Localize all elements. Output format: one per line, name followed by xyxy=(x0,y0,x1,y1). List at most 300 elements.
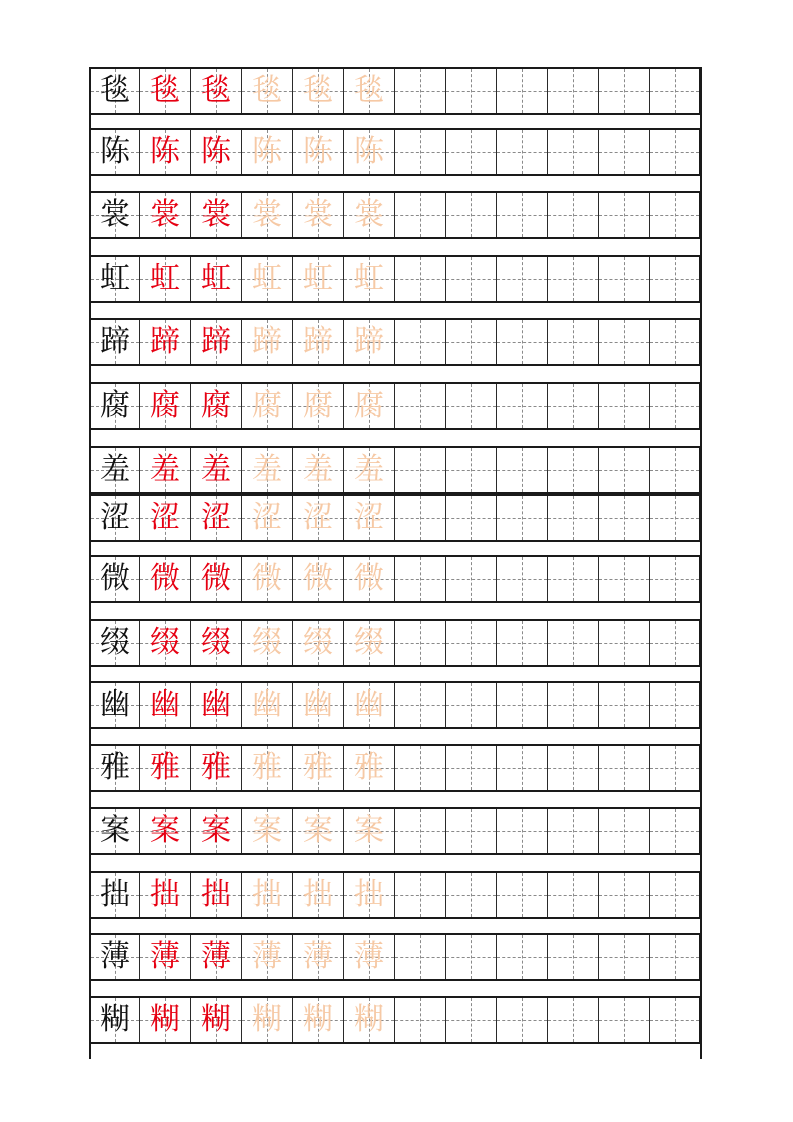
practice-cell xyxy=(446,873,497,917)
practice-cell xyxy=(191,193,242,237)
model-character: 虹 xyxy=(100,261,130,296)
guide-line-vertical xyxy=(471,873,472,917)
practice-cell xyxy=(140,998,191,1042)
guide-line-vertical xyxy=(471,621,472,665)
practice-cell xyxy=(650,998,701,1042)
practice-cell xyxy=(344,69,395,113)
practice-cell xyxy=(191,496,242,540)
trace-character-dark: 裳 xyxy=(201,197,231,232)
practice-cell xyxy=(599,998,650,1042)
trace-character-dark: 拙 xyxy=(201,877,231,912)
practice-cell xyxy=(650,809,701,853)
practice-cell xyxy=(140,69,191,113)
practice-cell xyxy=(140,621,191,665)
practice-cell xyxy=(497,193,548,237)
practice-cell xyxy=(650,557,701,601)
guide-line-vertical xyxy=(624,873,625,917)
practice-cell xyxy=(548,621,599,665)
practice-cell xyxy=(242,448,293,492)
practice-cell xyxy=(242,809,293,853)
practice-cell xyxy=(191,809,242,853)
practice-row xyxy=(89,555,702,603)
model-cell xyxy=(89,257,140,301)
practice-cell xyxy=(140,448,191,492)
trace-character-light: 裳 xyxy=(252,197,282,232)
practice-cell xyxy=(140,935,191,979)
trace-character-light: 糊 xyxy=(354,1002,384,1037)
practice-cell xyxy=(446,746,497,790)
practice-cell xyxy=(344,683,395,727)
trace-character-light: 雅 xyxy=(354,750,384,785)
guide-line-vertical xyxy=(624,935,625,979)
practice-row xyxy=(89,619,702,667)
trace-character-dark: 蹄 xyxy=(201,324,231,359)
guide-line-vertical xyxy=(420,621,421,665)
guide-line-vertical xyxy=(573,496,574,540)
model-character: 蹄 xyxy=(100,324,130,359)
guide-line-vertical xyxy=(675,257,676,301)
practice-cell xyxy=(344,935,395,979)
guide-line-vertical xyxy=(522,193,523,237)
trace-character-dark: 陈 xyxy=(150,134,180,169)
practice-cell xyxy=(599,130,650,174)
practice-cell xyxy=(497,448,548,492)
guide-line-vertical xyxy=(573,935,574,979)
trace-character-light: 毯 xyxy=(303,73,333,108)
model-cell xyxy=(89,621,140,665)
guide-line-vertical xyxy=(471,998,472,1042)
guide-line-vertical xyxy=(420,557,421,601)
guide-line-vertical xyxy=(624,384,625,428)
practice-cell xyxy=(293,809,344,853)
trace-character-light: 虹 xyxy=(303,261,333,296)
trace-character-light: 拙 xyxy=(252,877,282,912)
guide-line-vertical xyxy=(471,384,472,428)
guide-line-vertical xyxy=(573,998,574,1042)
practice-row xyxy=(89,446,702,494)
practice-cell xyxy=(293,448,344,492)
trace-character-dark: 幽 xyxy=(150,687,180,722)
practice-cell xyxy=(191,998,242,1042)
guide-line-vertical xyxy=(471,746,472,790)
trace-character-light: 糊 xyxy=(303,1002,333,1037)
practice-cell xyxy=(395,557,446,601)
practice-cell xyxy=(599,384,650,428)
trace-character-light: 糊 xyxy=(252,1002,282,1037)
trace-character-light: 雅 xyxy=(252,750,282,785)
practice-cell xyxy=(548,130,599,174)
practice-cell xyxy=(344,384,395,428)
guide-line-vertical xyxy=(624,621,625,665)
model-cell xyxy=(89,496,140,540)
model-character: 拙 xyxy=(100,877,130,912)
practice-cell xyxy=(548,320,599,364)
practice-cell xyxy=(344,621,395,665)
guide-line-vertical xyxy=(420,448,421,492)
practice-cell xyxy=(242,873,293,917)
practice-cell xyxy=(497,496,548,540)
trace-character-dark: 微 xyxy=(201,561,231,596)
guide-line-vertical xyxy=(522,496,523,540)
model-cell xyxy=(89,683,140,727)
guide-line-vertical xyxy=(522,384,523,428)
practice-cell xyxy=(497,746,548,790)
practice-cell xyxy=(191,746,242,790)
model-cell xyxy=(89,130,140,174)
practice-cell xyxy=(650,193,701,237)
practice-cell xyxy=(293,69,344,113)
practice-cell xyxy=(650,130,701,174)
guide-line-vertical xyxy=(675,935,676,979)
practice-cell xyxy=(599,496,650,540)
trace-character-light: 案 xyxy=(354,813,384,848)
guide-line-vertical xyxy=(573,320,574,364)
trace-character-light: 腐 xyxy=(354,388,384,423)
practice-cell xyxy=(446,683,497,727)
practice-cell xyxy=(344,809,395,853)
guide-line-vertical xyxy=(624,130,625,174)
model-cell xyxy=(89,448,140,492)
practice-cell xyxy=(497,384,548,428)
guide-line-vertical xyxy=(675,683,676,727)
trace-character-dark: 涩 xyxy=(201,500,231,535)
practice-cell xyxy=(497,557,548,601)
trace-character-light: 裳 xyxy=(354,197,384,232)
trace-character-light: 涩 xyxy=(303,500,333,535)
trace-character-light: 腐 xyxy=(303,388,333,423)
guide-line-vertical xyxy=(675,746,676,790)
practice-row xyxy=(89,128,702,176)
trace-character-light: 案 xyxy=(303,813,333,848)
practice-cell xyxy=(293,557,344,601)
practice-cell xyxy=(548,193,599,237)
practice-cell xyxy=(242,320,293,364)
practice-cell xyxy=(242,621,293,665)
trace-character-light: 腐 xyxy=(252,388,282,423)
trace-character-light: 虹 xyxy=(252,261,282,296)
practice-cell xyxy=(599,621,650,665)
guide-line-vertical xyxy=(624,69,625,113)
model-character: 雅 xyxy=(100,750,130,785)
practice-cell xyxy=(140,746,191,790)
model-character: 薄 xyxy=(100,939,130,974)
model-character: 腐 xyxy=(100,388,130,423)
practice-cell xyxy=(446,496,497,540)
guide-line-vertical xyxy=(522,320,523,364)
model-cell xyxy=(89,69,140,113)
trace-character-dark: 缀 xyxy=(201,625,231,660)
trace-character-dark: 蹄 xyxy=(150,324,180,359)
practice-cell xyxy=(446,320,497,364)
trace-character-light: 雅 xyxy=(303,750,333,785)
practice-cell xyxy=(497,935,548,979)
guide-line-vertical xyxy=(675,130,676,174)
guide-line-vertical xyxy=(522,746,523,790)
practice-cell xyxy=(293,320,344,364)
guide-line-vertical xyxy=(522,998,523,1042)
practice-cell xyxy=(497,130,548,174)
model-character: 裳 xyxy=(100,197,130,232)
model-cell xyxy=(89,384,140,428)
guide-line-vertical xyxy=(471,809,472,853)
guide-line-vertical xyxy=(471,69,472,113)
guide-line-vertical xyxy=(573,448,574,492)
practice-cell xyxy=(548,809,599,853)
practice-cell xyxy=(344,193,395,237)
guide-line-vertical xyxy=(471,257,472,301)
practice-cell xyxy=(497,320,548,364)
practice-row xyxy=(89,996,702,1044)
practice-cell xyxy=(140,257,191,301)
guide-line-vertical xyxy=(420,69,421,113)
practice-cell xyxy=(395,320,446,364)
guide-line-vertical xyxy=(624,257,625,301)
guide-line-vertical xyxy=(675,69,676,113)
guide-line-vertical xyxy=(573,257,574,301)
practice-cell xyxy=(140,320,191,364)
practice-cell xyxy=(548,257,599,301)
guide-line-vertical xyxy=(624,320,625,364)
practice-cell xyxy=(293,935,344,979)
practice-cell xyxy=(242,69,293,113)
practice-cell xyxy=(548,384,599,428)
model-cell xyxy=(89,320,140,364)
trace-character-light: 虹 xyxy=(354,261,384,296)
practice-cell xyxy=(293,746,344,790)
guide-line-vertical xyxy=(420,683,421,727)
trace-character-light: 微 xyxy=(303,561,333,596)
trace-character-light: 薄 xyxy=(354,939,384,974)
trace-character-dark: 案 xyxy=(150,813,180,848)
practice-cell xyxy=(344,998,395,1042)
practice-cell xyxy=(140,384,191,428)
practice-cell xyxy=(548,448,599,492)
guide-line-vertical xyxy=(675,873,676,917)
practice-cell xyxy=(650,683,701,727)
practice-cell xyxy=(395,621,446,665)
practice-cell xyxy=(293,621,344,665)
guide-line-vertical xyxy=(471,130,472,174)
practice-cell xyxy=(395,448,446,492)
guide-line-vertical xyxy=(420,809,421,853)
practice-cell xyxy=(650,935,701,979)
trace-character-light: 蹄 xyxy=(354,324,384,359)
trace-character-dark: 雅 xyxy=(201,750,231,785)
practice-cell xyxy=(140,809,191,853)
guide-line-vertical xyxy=(573,193,574,237)
guide-line-vertical xyxy=(471,683,472,727)
practice-cell xyxy=(140,873,191,917)
model-character: 糊 xyxy=(100,1002,130,1037)
practice-cell xyxy=(548,557,599,601)
model-cell xyxy=(89,809,140,853)
trace-character-light: 陈 xyxy=(354,134,384,169)
guide-line-vertical xyxy=(573,746,574,790)
trace-character-dark: 糊 xyxy=(201,1002,231,1037)
guide-line-vertical xyxy=(624,998,625,1042)
guide-line-vertical xyxy=(420,130,421,174)
practice-cell xyxy=(497,621,548,665)
guide-line-vertical xyxy=(522,557,523,601)
practice-cell xyxy=(242,998,293,1042)
practice-cell xyxy=(650,746,701,790)
guide-line-vertical xyxy=(420,320,421,364)
guide-line-vertical xyxy=(675,448,676,492)
guide-line-vertical xyxy=(522,621,523,665)
trace-character-light: 幽 xyxy=(354,687,384,722)
practice-cell xyxy=(395,998,446,1042)
guide-line-vertical xyxy=(675,384,676,428)
practice-cell xyxy=(395,683,446,727)
guide-line-vertical xyxy=(573,809,574,853)
trace-character-light: 缀 xyxy=(354,625,384,660)
practice-cell xyxy=(395,69,446,113)
practice-cell xyxy=(191,557,242,601)
trace-character-dark: 虹 xyxy=(201,261,231,296)
practice-cell xyxy=(191,683,242,727)
model-cell xyxy=(89,998,140,1042)
practice-cell xyxy=(395,193,446,237)
practice-row xyxy=(89,255,702,303)
practice-cell xyxy=(395,384,446,428)
practice-cell xyxy=(599,193,650,237)
practice-cell xyxy=(344,130,395,174)
trace-character-light: 裳 xyxy=(303,197,333,232)
practice-cell xyxy=(191,448,242,492)
practice-row xyxy=(89,807,702,855)
guide-line-vertical xyxy=(624,496,625,540)
model-cell xyxy=(89,873,140,917)
trace-character-light: 薄 xyxy=(303,939,333,974)
practice-row xyxy=(89,744,702,792)
guide-line-vertical xyxy=(573,621,574,665)
practice-cell xyxy=(242,746,293,790)
practice-cell xyxy=(650,257,701,301)
guide-line-vertical xyxy=(420,873,421,917)
practice-cell xyxy=(293,873,344,917)
practice-cell xyxy=(599,557,650,601)
practice-cell xyxy=(497,683,548,727)
trace-character-light: 羞 xyxy=(303,452,333,487)
practice-cell xyxy=(446,257,497,301)
practice-cell xyxy=(446,935,497,979)
practice-cell xyxy=(650,448,701,492)
practice-cell xyxy=(599,320,650,364)
guide-line-vertical xyxy=(573,130,574,174)
trace-character-dark: 陈 xyxy=(201,134,231,169)
practice-cell xyxy=(446,193,497,237)
guide-line-vertical xyxy=(675,496,676,540)
model-character: 微 xyxy=(100,561,130,596)
practice-cell xyxy=(497,257,548,301)
guide-line-vertical xyxy=(420,998,421,1042)
guide-line-vertical xyxy=(675,809,676,853)
practice-cell xyxy=(344,257,395,301)
trace-character-light: 涩 xyxy=(354,500,384,535)
practice-cell xyxy=(395,935,446,979)
practice-cell xyxy=(140,496,191,540)
practice-cell xyxy=(446,69,497,113)
trace-character-light: 幽 xyxy=(303,687,333,722)
practice-cell xyxy=(395,873,446,917)
practice-cell xyxy=(650,320,701,364)
guide-line-vertical xyxy=(675,193,676,237)
practice-cell xyxy=(650,873,701,917)
practice-cell xyxy=(446,809,497,853)
practice-cell xyxy=(497,69,548,113)
practice-cell xyxy=(140,130,191,174)
practice-cell xyxy=(293,998,344,1042)
practice-cell xyxy=(395,746,446,790)
practice-cell xyxy=(293,496,344,540)
trace-character-dark: 微 xyxy=(150,561,180,596)
guide-line-vertical xyxy=(522,683,523,727)
trace-character-dark: 毯 xyxy=(150,73,180,108)
trace-character-dark: 缀 xyxy=(150,625,180,660)
practice-cell xyxy=(293,257,344,301)
practice-cell xyxy=(242,557,293,601)
guide-line-vertical xyxy=(675,557,676,601)
practice-cell xyxy=(395,809,446,853)
practice-cell xyxy=(293,384,344,428)
trace-character-dark: 毯 xyxy=(201,73,231,108)
guide-line-vertical xyxy=(624,683,625,727)
trace-character-dark: 幽 xyxy=(201,687,231,722)
practice-row xyxy=(89,318,702,366)
guide-line-vertical xyxy=(624,193,625,237)
guide-line-vertical xyxy=(675,320,676,364)
practice-cell xyxy=(191,257,242,301)
practice-cell xyxy=(599,873,650,917)
trace-character-dark: 拙 xyxy=(150,877,180,912)
practice-cell xyxy=(191,621,242,665)
trace-character-light: 蹄 xyxy=(303,324,333,359)
practice-cell xyxy=(548,496,599,540)
practice-cell xyxy=(191,935,242,979)
trace-character-light: 幽 xyxy=(252,687,282,722)
practice-cell xyxy=(446,557,497,601)
trace-character-light: 毯 xyxy=(252,73,282,108)
trace-character-light: 陈 xyxy=(252,134,282,169)
trace-character-dark: 糊 xyxy=(150,1002,180,1037)
practice-cell xyxy=(446,621,497,665)
guide-line-vertical xyxy=(420,935,421,979)
model-cell xyxy=(89,935,140,979)
trace-character-dark: 羞 xyxy=(150,452,180,487)
guide-line-vertical xyxy=(471,496,472,540)
practice-cell xyxy=(446,130,497,174)
model-character: 幽 xyxy=(100,687,130,722)
practice-cell xyxy=(191,320,242,364)
trace-character-light: 缀 xyxy=(252,625,282,660)
trace-character-light: 缀 xyxy=(303,625,333,660)
practice-cell xyxy=(344,496,395,540)
practice-cell xyxy=(650,621,701,665)
practice-cell xyxy=(191,130,242,174)
trace-character-light: 微 xyxy=(354,561,384,596)
guide-line-vertical xyxy=(420,193,421,237)
practice-cell xyxy=(344,746,395,790)
guide-line-vertical xyxy=(675,998,676,1042)
practice-cell xyxy=(548,935,599,979)
trace-character-dark: 虹 xyxy=(150,261,180,296)
practice-cell xyxy=(344,557,395,601)
practice-cell xyxy=(140,193,191,237)
guide-line-vertical xyxy=(573,873,574,917)
practice-row xyxy=(89,494,702,542)
practice-cell xyxy=(650,496,701,540)
practice-cell xyxy=(293,683,344,727)
